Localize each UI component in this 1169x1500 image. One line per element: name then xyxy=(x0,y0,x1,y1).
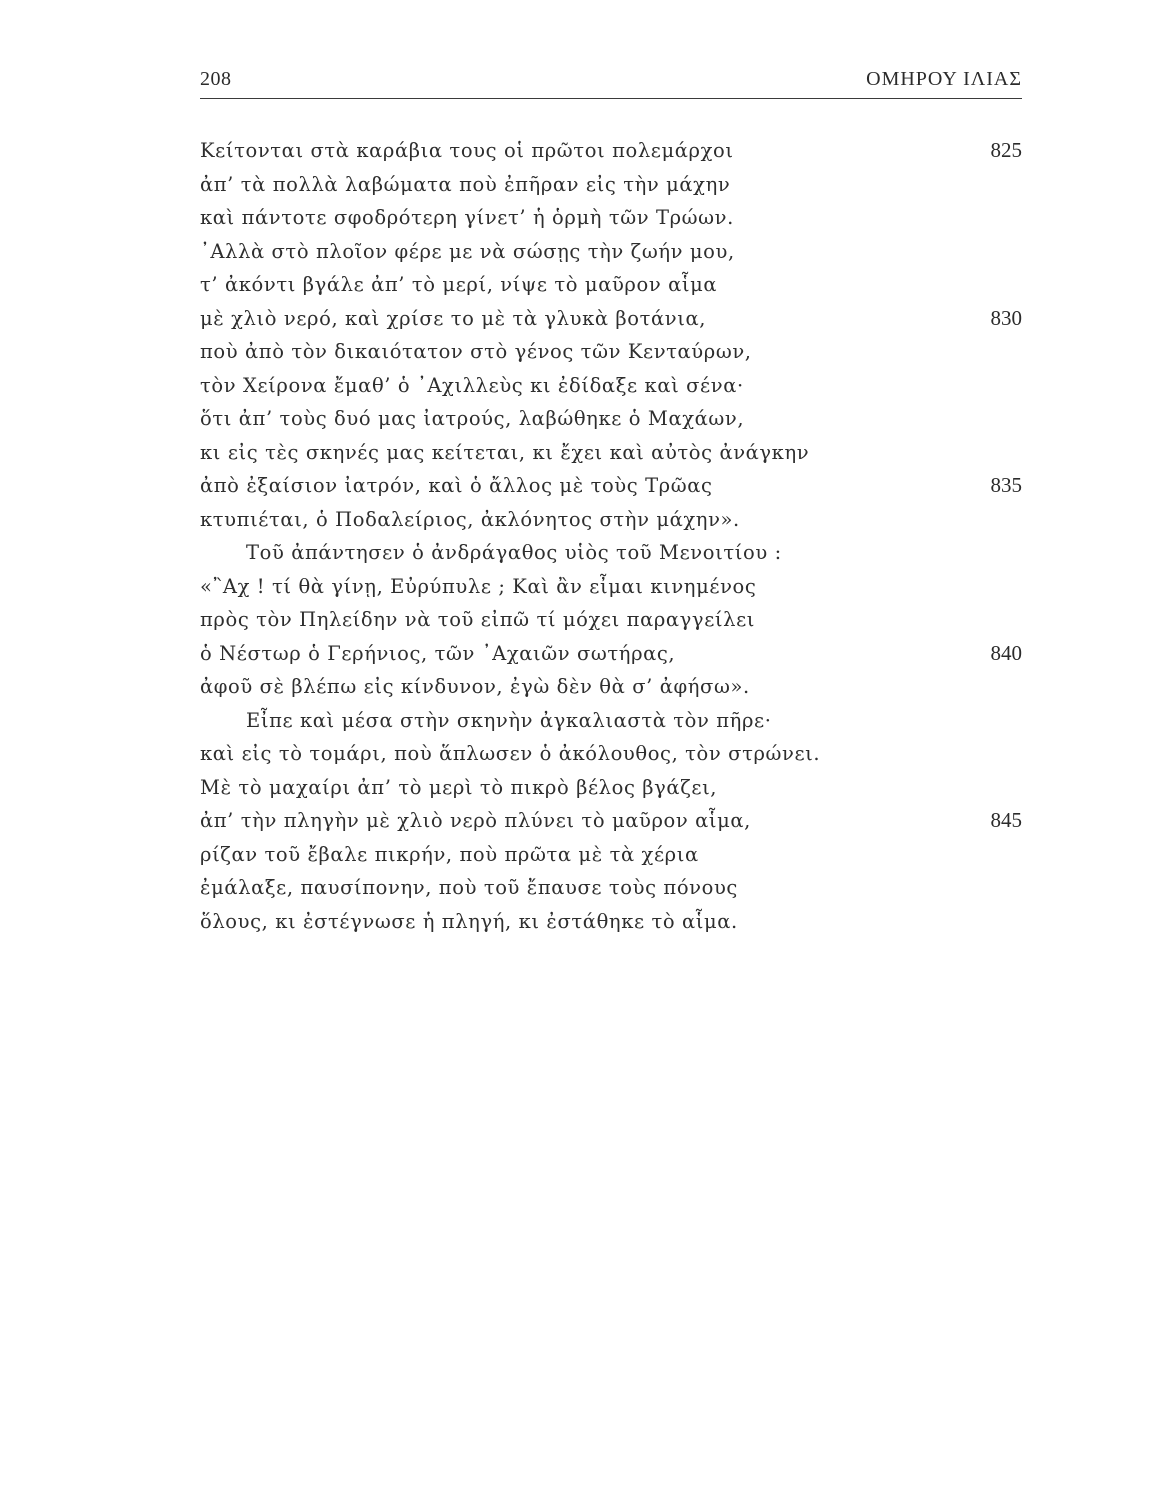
verse-text: ὁ Νέστωρ ὁ Γερήνιος, τῶν ᾿Αχαιῶν σωτήρας, xyxy=(200,641,676,665)
verse-line xyxy=(200,302,1022,336)
line-number: 835 xyxy=(990,473,1022,497)
verse-text: καὶ εἰς τὸ τομάρι, ποὺ ἅπλωσεν ὁ ἀκόλουθος, τὸν στρώνει. xyxy=(200,742,821,765)
verse-line xyxy=(200,637,1022,671)
verse-text: πρὸς τὸν Πηλείδην νὰ τοῦ εἰπῶ τί μόχει παραγγείλει xyxy=(200,608,756,631)
verse-text: μὲ χλιὸ νερό, καὶ χρίσε το μὲ τὰ γλυκὰ βοτάνια, xyxy=(200,306,707,330)
verse-line xyxy=(200,335,1022,369)
verse-line xyxy=(200,804,1022,838)
verse-line xyxy=(200,268,1022,302)
verse-text: ἀπ’ τὴν πληγὴν μὲ χλιὸ νερὸ πλύνει τὸ μαῦρον αἷμα, xyxy=(200,809,751,832)
verse-block xyxy=(200,134,1022,938)
verse-line xyxy=(200,603,1022,637)
verse-text: ποὺ ἀπὸ τὸν δικαιότατον στὸ γένος τῶν Κενταύρων, xyxy=(200,340,752,363)
verse-line xyxy=(200,771,1022,805)
verse-text: ἐμάλαξε, παυσίπονην, ποὺ τοῦ ἔπαυσε τοὺς πόνους xyxy=(200,876,738,899)
verse-line xyxy=(200,503,1022,537)
verse-line xyxy=(200,905,1022,939)
verse-text: ὅτι ἀπ’ τοὺς δυό μας ἰατρούς, λαβώθηκε ὁ Μαχάων, xyxy=(200,407,745,430)
verse-line xyxy=(200,201,1022,235)
verse-line xyxy=(200,704,1022,738)
verse-text: κτυπιέται, ὁ Ποδαλείριος, ἀκλόνητος στὴν μάχην». xyxy=(200,507,740,531)
verse-line xyxy=(200,235,1022,269)
verse-line xyxy=(200,134,1022,168)
verse-line xyxy=(200,670,1022,704)
verse-line xyxy=(200,436,1022,470)
running-head xyxy=(200,62,1022,99)
verse-text: Κείτονται στὰ καράβια τους οἱ πρῶτοι πολεμάρχοι xyxy=(200,139,734,162)
verse-line xyxy=(200,737,1022,771)
line-number: 825 xyxy=(990,138,1022,162)
verse-text: ἀφοῦ σὲ βλέπω εἰς κίνδυνον, ἐγὼ δὲν θὰ σ’ ἀφήσω». xyxy=(200,675,750,698)
verse-line xyxy=(200,871,1022,905)
line-number: 845 xyxy=(990,808,1022,832)
verse-text: ἀπ’ τὰ πολλὰ λαβώματα ποὺ ἐπῆραν εἰς τὴν μάχην xyxy=(200,172,731,196)
verse-text: ρίζαν τοῦ ἔβαλε πικρήν, ποὺ πρῶτα μὲ τὰ χέρια xyxy=(200,842,699,866)
verse-line xyxy=(200,469,1022,503)
verse-text: «῍Αχ ! τί θὰ γίνῃ, Εὐρύπυλε ; Καὶ ἂν εἶμαι κινημένος xyxy=(200,574,757,598)
verse-text: Μὲ τὸ μαχαίρι ἀπ’ τὸ μερὶ τὸ πικρὸ βέλος βγάζει, xyxy=(200,775,718,799)
line-number: 830 xyxy=(990,305,1022,330)
verse-line xyxy=(200,536,1022,570)
verse-text: τὸν Χείρονα ἔμαθ’ ὁ ᾿Αχιλλεὺς κι ἐδίδαξε καὶ σένα· xyxy=(200,373,744,397)
verse-text: Εἶπε καὶ μέσα στὴν σκηνὴν ἀγκαλιαστὰ τὸν πῆρε· xyxy=(246,708,772,732)
verse-line xyxy=(200,369,1022,403)
line-number: 840 xyxy=(990,640,1022,665)
verse-text: κι εἰς τὲς σκηνές μας κείτεται, κι ἔχει καὶ αὐτὸς ἀνάγκην xyxy=(200,440,810,464)
verse-line xyxy=(200,168,1022,202)
verse-line xyxy=(200,838,1022,872)
verse-text: ᾿Αλλὰ στὸ πλοῖον φέρε με νὰ σώσῃς τὴν ζωήν μου, xyxy=(200,239,735,263)
verse-line xyxy=(200,570,1022,604)
page-number: 208 xyxy=(200,68,232,90)
verse-text: ὅλους, κι ἐστέγνωσε ἡ πληγή, κι ἐστάθηκε τὸ αἷμα. xyxy=(200,909,738,933)
book-title: ΟΜΗΡΟΥ ΙΛΙΑΣ xyxy=(866,68,1022,90)
verse-text: καὶ πάντοτε σφοδρότερη γίνετ’ ἡ ὁρμὴ τῶν Τρώων. xyxy=(200,206,734,229)
verse-text: Τοῦ ἀπάντησεν ὁ ἀνδράγαθος υἱὸς τοῦ Μενοιτίου : xyxy=(246,541,782,564)
verse-line xyxy=(200,402,1022,436)
verse-text: τ’ ἀκόντι βγάλε ἀπ’ τὸ μερί, νίψε τὸ μαῦρον αἷμα xyxy=(200,273,718,296)
verse-text: ἀπὸ ἐξαίσιον ἰατρόν, καὶ ὁ ἄλλος μὲ τοὺς Τρῶας xyxy=(200,474,713,497)
